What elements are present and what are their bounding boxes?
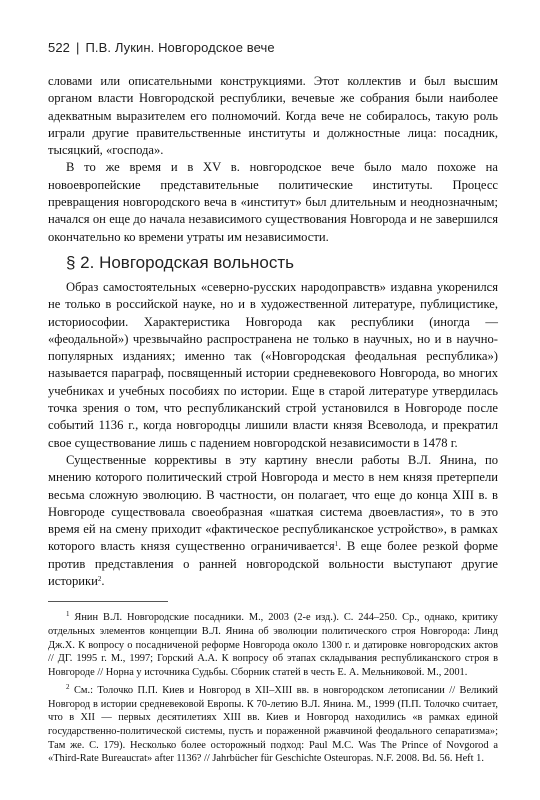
paragraph-text: Существенные коррективы в эту картину внесли работы В.Л. Янина, по мнению которого политический строй Новгорода и место в нем князя претерпели весьма сложную эволюцию. В частности, он полагает, что еще до конца XIII в. в Новгороде существовала своеобразная «шаткая система двоевластия», то в это время ей на смену приходит «фактическое республиканское устройство», в рамках которого власть князя существенно ограничивается	[48, 452, 498, 554]
page-number: 522	[48, 40, 70, 55]
footnote-number: 1	[66, 610, 70, 619]
footnote-ref: 1	[334, 540, 339, 549]
footnote	[48, 611, 498, 679]
footnote-number: 2	[66, 683, 70, 692]
running-title: П.В. Лукин. Новгородское вече	[85, 40, 275, 55]
paragraph-continued: словами или описательными конструкциями. Этот коллектив и был высшим органом власти Новгородской республики, вечевые же собрания были наиболее адекватным выразителем его полномочий. Когда вече не собиралось, такую роль играли другие правительственные институты и должностные лица: посадник, тысяцкий, «господа».	[48, 74, 498, 158]
page-body	[48, 73, 498, 766]
running-header	[48, 40, 498, 55]
paragraph: Образ самостоятельных «северно-русских народоправств» издавна укоренился не только в российской науке, но и в художественной литературе, публицистике, историософии. Характеристика Новгорода как республики (иногда — «феодальной») чрезвычайно распространена не только в научных, но и в научно-популярных изданиях; именно так («Новгородская феодальная республика») называется параграф, посвященный истории средневекового Новгорода, во многих учебниках и учебных пособиях по истории. Еще в старой литературе утвердилась точка зрения о том, что республиканский строй установился в Новгороде после событий 1136 г., когда новгородцы лишили власти князя Всеволода, и прекратил свое существование лишь с падением новгородской независимости в 1478 г.	[48, 279, 498, 450]
footnote-text: См.: Толочко П.П. Киев и Новгород в XII–XIII вв. в новгородском летописании // Великий Новгород в истории средневековой Европы. К 70-летию В.Л. Янина. М., 1999 (П.П. Толочко считает, что в XII — первых десятилетиях XIII вв. Киев и Новгород находились «в рамках единой государственно-политической системы, пусть и пораженной ржавчиной феодального сепаратизма»; Там же. С. 179). Несколько более осторожный подход: Paul M.C. Was The Prince of Novgorod a «Third-Rate Bureaucrat» after 1136? // Jahrbücher für Geschichte Osteuropas. N.F. 2008. Bd. 56. Heft 1.	[48, 685, 498, 765]
footnote-divider	[48, 601, 168, 602]
header-separator: |	[76, 40, 80, 55]
paragraph: В то же время и в XV в. новгородское вече было мало похоже на новоевропейские представительные политические институты. Процесс превращения новгородского веча в «институт» был длительным и неоднозначным; начался он еще до начала независимого существования Новгорода и не завершился окончательно ко времени утраты им независимости.	[48, 160, 498, 244]
footnote	[48, 684, 498, 766]
section-heading: § 2. Новгородская вольность	[66, 252, 294, 272]
footnote-text: Янин В.Л. Новгородские посадники. М., 2003 (2-е изд.). С. 244–250. Ср., однако, критику отдельных элементов концепции В.Л. Янина об эволюции политического строя Новгорода: Линд Дж.Х. К вопросу о посадниченой реформе Новгорода около 1300 г. и датировке новгородских актов // ДГ. 1995 г. М., 1997; Горский А.А. К вопросу об этапах складывания республиканского строя в Новгороде // Норна у источника Судьбы. Сборник статей в честь Е. А. Мельниковой. М., 2001.	[48, 612, 498, 678]
footnote-ref: 2	[97, 575, 102, 584]
paragraph-text: . В еще более резкой форме против представления о ранней новгородской вольности выступают другие историки	[48, 539, 498, 589]
paragraph-text: .	[101, 574, 105, 589]
paragraph	[48, 452, 498, 590]
